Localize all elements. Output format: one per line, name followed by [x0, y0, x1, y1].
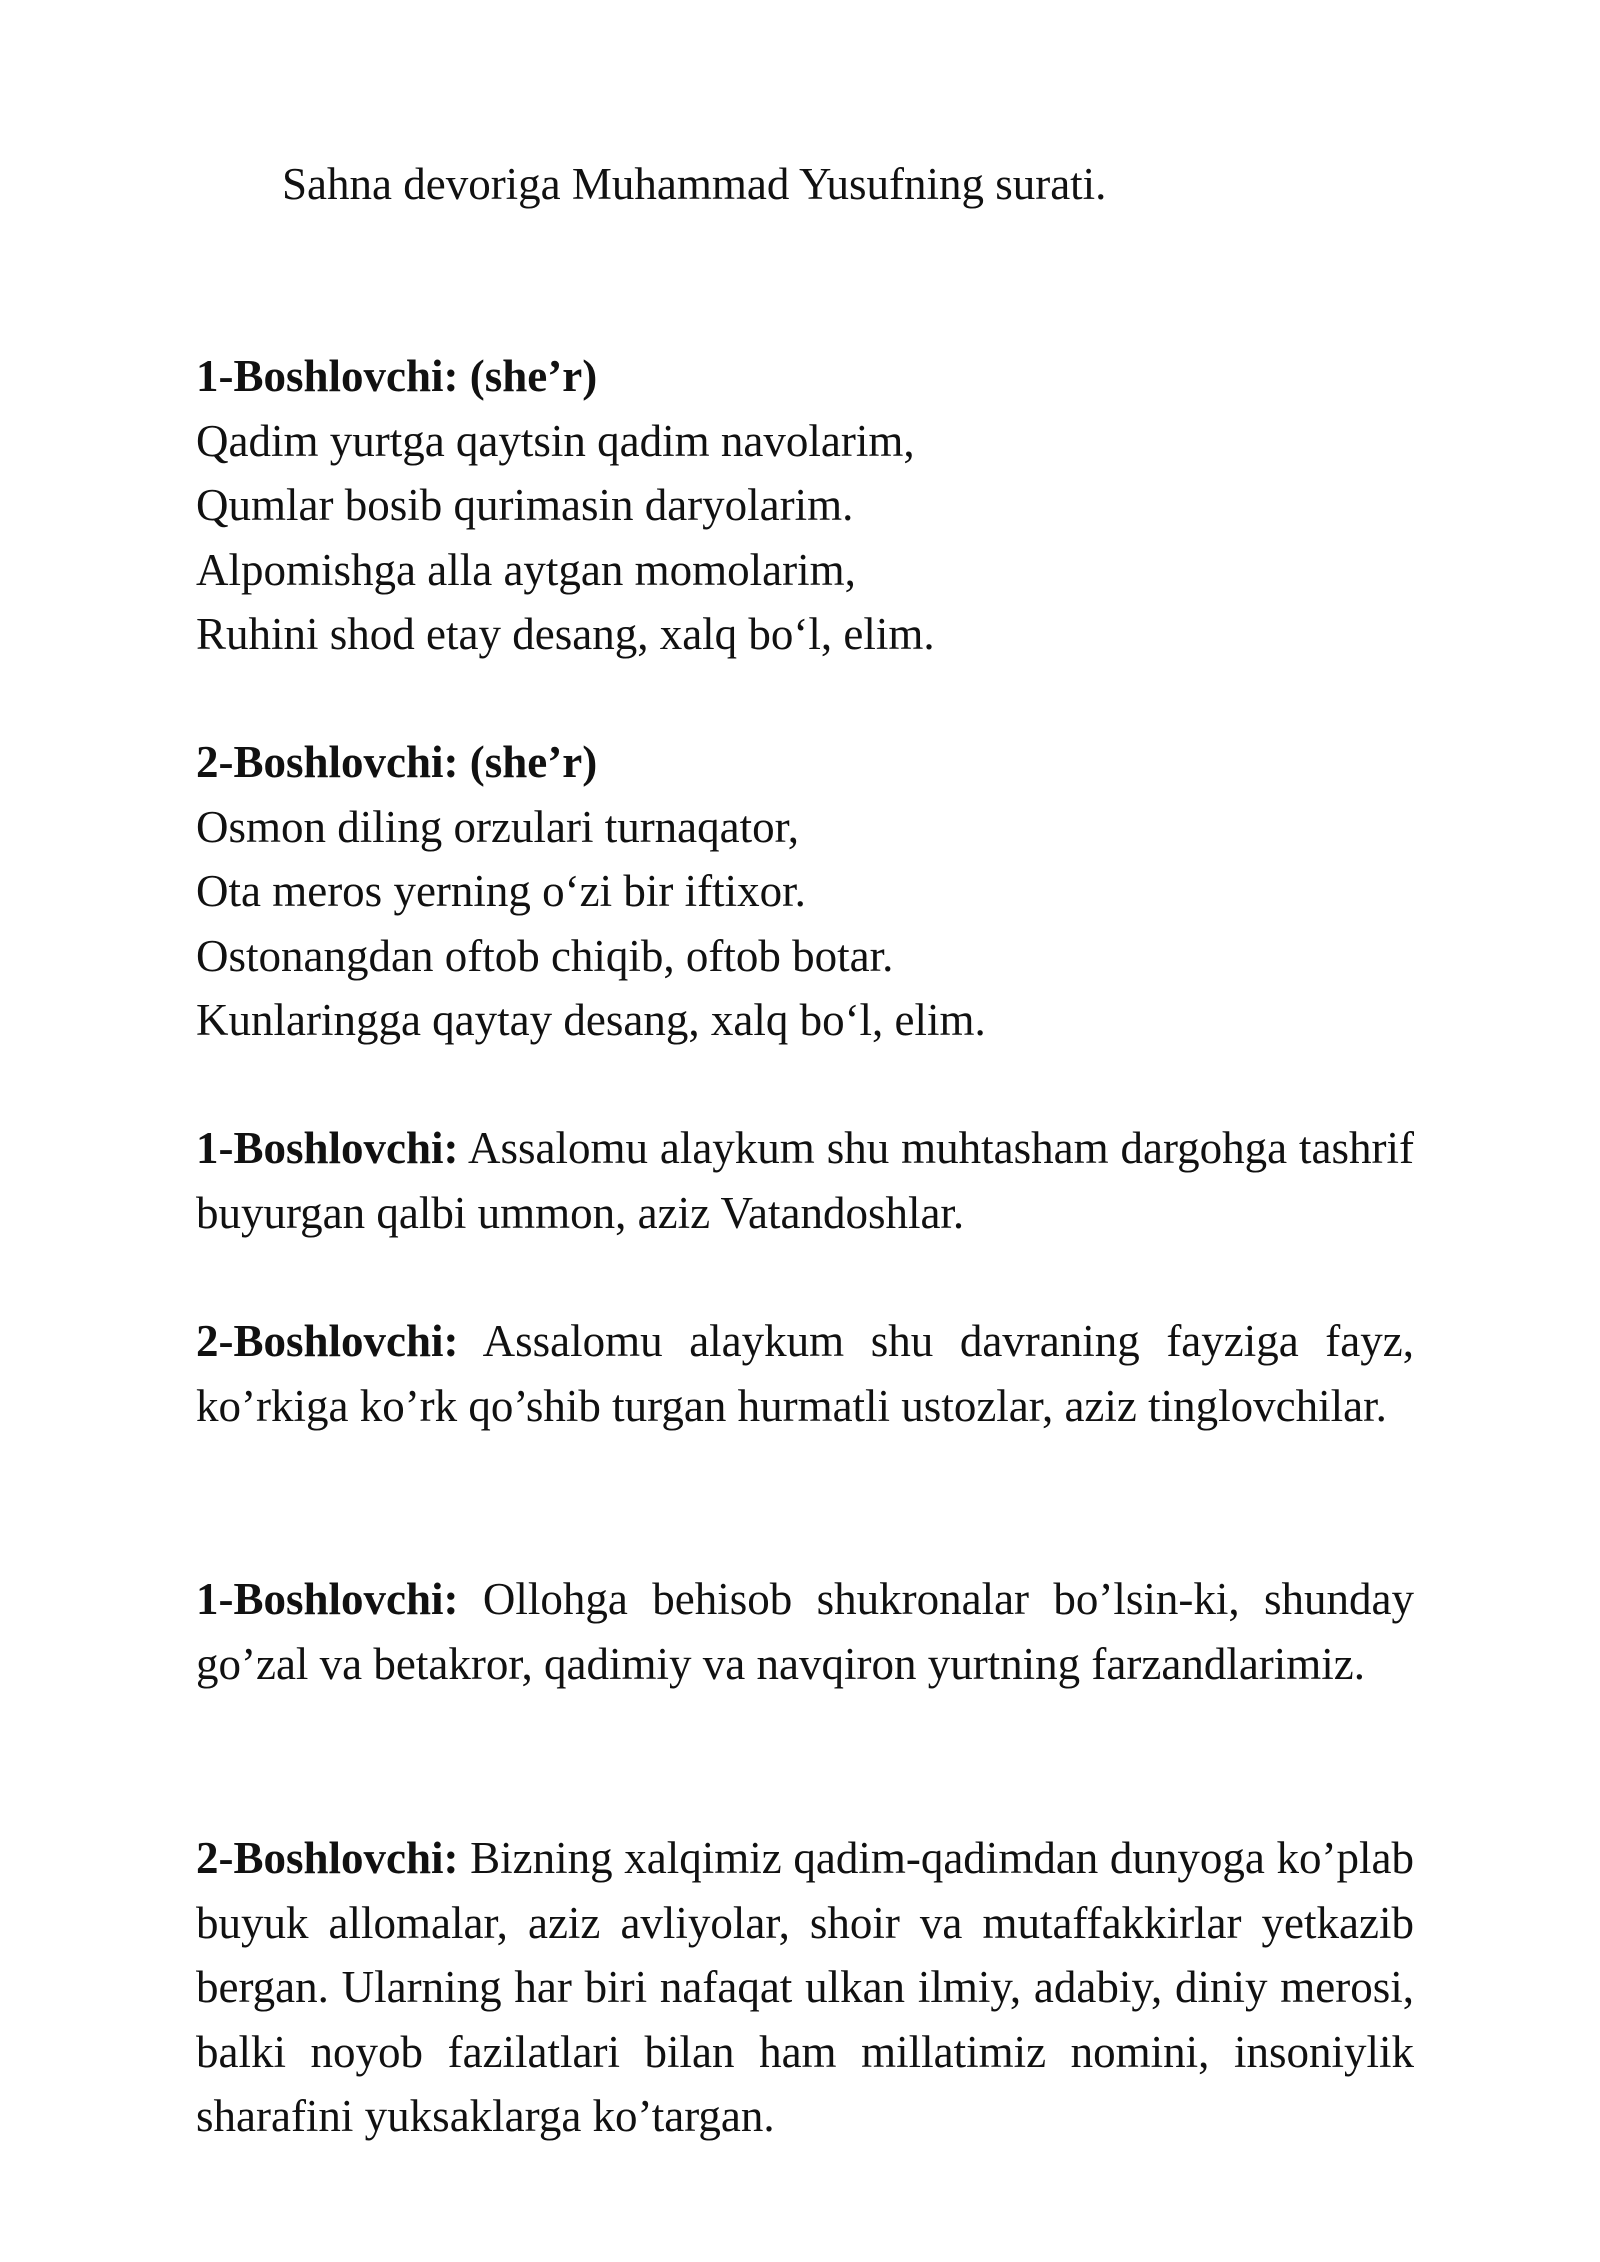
poem-line: Qumlar bosib qurimasin daryolarim. [196, 480, 854, 530]
paragraph-text: Ollohga behisob shukronalar bo’lsin-ki, shunday go’zal va betakror, qadimiy va navqiron yurtning farzandlarimiz. [196, 1574, 1414, 1689]
dialogue-paragraph [196, 1826, 1414, 2149]
paragraph-text: Assalomu alaykum shu muhtasham dargohga tashrif buyurgan qalbi ummon, aziz Vatandoshlar. [196, 1123, 1414, 1238]
stage-note: Sahna devoriga Muhammad Yusufning surati. [282, 159, 1107, 209]
poem-line: Osmon diling orzulari turnaqator, [196, 801, 800, 852]
poem-block-2 [196, 730, 1414, 1053]
speaker-label: 2-Boshlovchi: [196, 1316, 459, 1366]
speaker-label: 1-Boshlovchi: [196, 1123, 459, 1173]
speaker-label: 1-Boshlovchi: [196, 1574, 459, 1624]
paragraph-text: Bizning xalqimiz qadim-qadimdan dunyoga ko’plab buyuk allomalar, aziz avliyolar, shoir va mutaffakkirlar yetkazib bergan. Ularning har biri nafaqat ulkan ilmiy, adabiy, diniy merosi, balki noyob fazilatlari bilan ham millatimiz nomini, insoniylik sharafini yuksaklarga ko’targan. [196, 1833, 1414, 2141]
paragraph-text: Assalomu alaykum shu davraning fayziga fayz, ko’rkiga ko’rk qo’shib turgan hurmatli ustozlar, aziz tinglovchilar. [196, 1316, 1414, 1431]
poem-line: Ota meros yerning o‘zi bir iftixor. [196, 866, 806, 916]
dialogue-paragraph [196, 1116, 1414, 1245]
dialogue-paragraph [196, 1309, 1414, 1438]
speaker-label: 2-Boshlovchi: [196, 1833, 459, 1883]
speaker-label: 2-Boshlovchi: (she’r) [196, 737, 598, 787]
poem-line: Qadim yurtga qaytsin qadim navolarim, [196, 415, 915, 466]
poem-line: Kunlaringga qaytay desang, xalq bo‘l, elim. [196, 995, 986, 1045]
dialogue-paragraph [196, 1567, 1414, 1696]
poem-line: Alpomishga alla aytgan momolarim, [196, 544, 856, 595]
speaker-label: 1-Boshlovchi: (she’r) [196, 351, 598, 401]
poem-line: Ruhini shod etay desang, xalq bo‘l, elim. [196, 609, 935, 659]
poem-line: Ostonangdan oftob chiqib, oftob botar. [196, 930, 894, 981]
poem-block-1 [196, 344, 1414, 667]
